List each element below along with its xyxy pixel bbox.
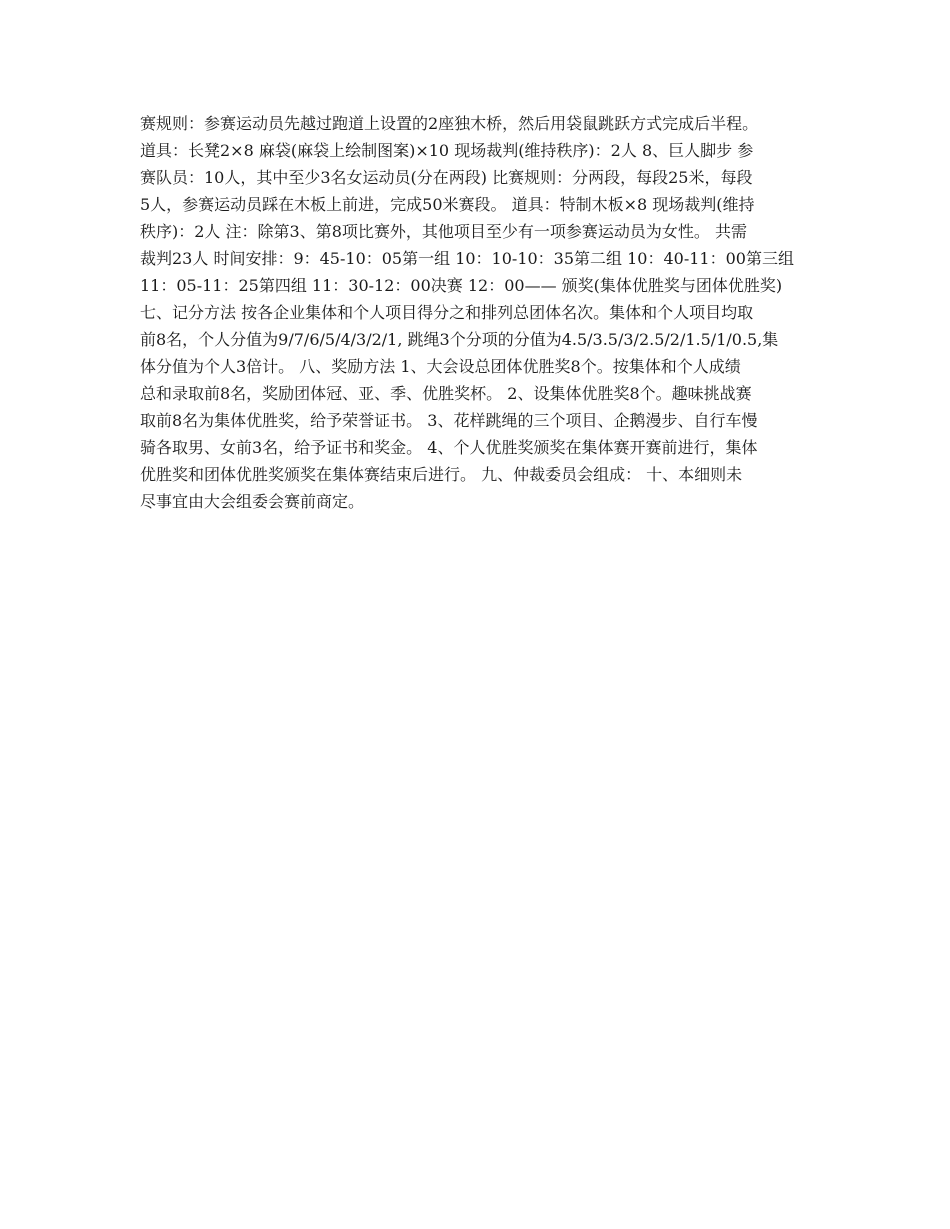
text-line: 取前8名为集体优胜奖，给予荣誉证书。 3、花样跳绳的三个项目、企鹅漫步、自行车慢 [140,411,758,430]
text-line: 骑各取男、女前3名，给予证书和奖金。 4、个人优胜奖颁奖在集体赛开赛前进行，集体 [140,438,758,457]
text-line: 秩序)：2人 注：除第3、第8项比赛外，其他项目至少有一项参赛运动员为女性。 共需 [140,222,747,241]
text-line: 11：05-11：25第四组 11：30-12：00决赛 12：00—— 颁奖(集体优胜奖与团体优胜奖) [140,276,783,295]
document-body [140,110,812,515]
text-line: 赛规则：参赛运动员先越过跑道上设置的2座独木桥，然后用袋鼠跳跃方式完成后半程。 [140,114,759,133]
text-line: 体分值为个人3倍计。 八、奖励方法 1、大会设总团体优胜奖8个。按集体和个人成绩 [140,357,741,376]
text-line: 优胜奖和团体优胜奖颁奖在集体赛结束后进行。 九、仲裁委员会组成： 十、本细则未 [140,465,743,484]
text-line: 裁判23人 时间安排：9：45-10：05第一组 10：10-10：35第二组 10：40-11：00第三组 [140,249,794,268]
text-line: 赛队员：10人，其中至少3名女运动员(分在两段) 比赛规则：分两段，每段25米，每段 [140,168,753,187]
text-line: 前8名，个人分值为9/7/6/5/4/3/2/1, 跳绳3个分项的分值为4.5/3.5/3/2.5/2/1.5/1/0.5,集 [140,330,779,349]
text-line: 总和录取前8名，奖励团体冠、亚、季、优胜奖杯。 2、设集体优胜奖8个。趣味挑战赛 [140,384,752,403]
text-line: 尽事宜由大会组委会赛前商定。 [140,492,365,511]
text-line: 七、记分方法 按各企业集体和个人项目得分之和排列总团体名次。集体和个人项目均取 [140,303,754,322]
text-line: 道具：长凳2×8 麻袋(麻袋上绘制图案)×10 现场裁判(维持秩序)：2人 8、巨人脚步 参 [140,141,754,160]
text-line: 5人，参赛运动员踩在木板上前进，完成50米赛段。 道具：特制木板×8 现场裁判(维持 [140,195,755,214]
